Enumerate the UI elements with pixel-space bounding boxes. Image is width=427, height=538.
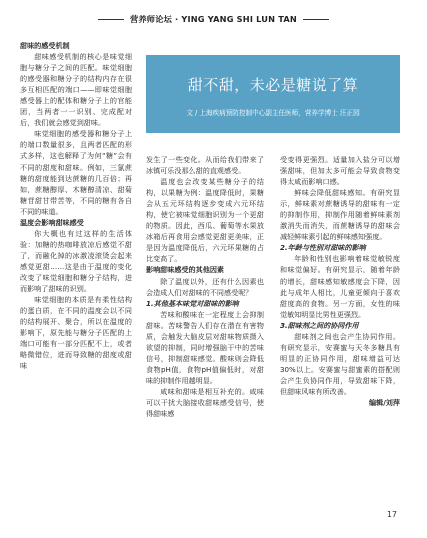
paragraph: 年龄和性别也影响着味觉敏锐度和味觉偏好。有研究显示，随着年龄的增长，甜味感知敏感度会下降，因此与成年人相比，儿童更倾向于喜欢甜度高的食物。另一方面，女性的味觉敏知明显比男性更强烈。 xyxy=(280,254,400,319)
paragraph: 咸味和甜味是相互补充的。咸味可以干扰大脑接收甜味感受信号，使得甜味感 xyxy=(146,386,264,419)
subsection-heading: 3.甜味剂之间的协同作用 xyxy=(280,320,359,330)
paragraph: 温度也会改变某些糖分子的结构，以果糖为例：温度降低时，果糖会从五元环结构逐步变成六元环结构，使它被味觉细胞识别为一个更甜的物质。因此，西瓜、葡萄等水果放冰箱后再食用会感觉更甜更美味，正是因为温度降低后，六元环果糖的占比变高了。 xyxy=(146,177,264,264)
section-heading: 影响甜味感受的其他因素 xyxy=(146,265,225,275)
column-2 xyxy=(146,154,264,419)
paragraph: 甜味感受机制的核心是味觉细胞与糖分子之间的匹配。味觉细胞的感受器和糖分子的结构内存在很多互相匹配的端口——即味觉细胞感受器上的配体和糖分子上的官能团，当两者一一识别、完成配对后，我们就会感觉到甜味。 xyxy=(20,52,132,128)
paragraph: 除了温度以外，还有什么因素也会造成人们对甜味的不同感受呢？ xyxy=(146,276,264,297)
header-rule-right xyxy=(303,19,329,20)
header-rule-left xyxy=(98,19,124,20)
header-text: 营养师论坛 · YING YANG SHI LUN TAN xyxy=(130,14,297,24)
section-heading: 温度会影响甜味感受 xyxy=(20,217,84,227)
subsection-heading: 2.年龄与性别对甜味的影响 xyxy=(280,243,366,253)
paragraph: 味觉细胞的本质是有柔性结构的蛋白质，在不同的温度会以不同的结构展开、聚合，所以在温度的影响下，原先能与糖分子匹配的上端口可能有一部分匹配不上，或者略微错位，进而导致糖的甜度或甜味 xyxy=(20,295,132,371)
paragraph: 你大概也有过这样的生活体验：加糖的热咖啡放凉后感觉不甜了，而融化掉的冰激凌滚烫会起来感觉更甜……这是由于温度的变化改变了味觉细胞和糖分子结构，进而影响了甜味的识别。 xyxy=(20,228,132,294)
subsection-heading: 1.其他基本味觉对甜味的影响 xyxy=(146,298,239,308)
article-author: 文 / 上海疾病预防控制中心副主任医师，营养学博士 汪正园 xyxy=(186,109,360,117)
section-heading: 甜味的感受机制 xyxy=(20,41,70,50)
editor-credit: 编辑/刘萍 xyxy=(369,398,400,408)
article-title: 甜不甜，未必是糖说了算 xyxy=(187,76,359,94)
title-banner xyxy=(146,55,400,133)
paragraph: 味觉细胞的感受器和糖分子上的端口数量很多，且两者匹配的形式多样，这也解释了为何“糖”会有不同的甜度和甜味。例如，三氯蔗糖的甜度能到达蔗糖的几百倍；再如，蔗糖醇厚、木糖醇清凉、甜菊糖苷甜甘带苦等，不同的糖有各自不同的味道。 xyxy=(20,129,132,216)
paragraph: 苦味和酸味在一定程度上会抑制甜味。苦味警告人们存在潜在有害物质，会触发大脑皮层对甜味物质摄入欲望的抑制，同时增强脑干中的苦味信号，抑制甜味感觉。酸味则会降低食物pH值，食物pH值偏低时，对甜味的抑制作用越明显。 xyxy=(146,309,264,385)
running-header xyxy=(0,14,427,32)
page-number: 17 xyxy=(386,510,397,519)
paragraph: 发生了一些变化。从而给我们带来了冰镇可乐没那么甜的直观感受。 xyxy=(146,155,264,176)
paragraph: 受变得更强烈。适量加入盐分可以增强甜味，但加太多可能会导致食物变得太咸而影响口感。 xyxy=(280,155,400,187)
column-1 xyxy=(20,40,132,371)
paragraph: 甜味剂之间也会产生协同作用。有研究显示，安赛蜜与天冬多糖具有明显的正协同作用，甜味增益可达30%以上。安赛蜜与甜蜜素的搭配则会产生负协同作用，导致甜味下降，但甜味风味有所改善。 xyxy=(280,331,400,396)
column-3 xyxy=(280,154,400,408)
paragraph: 鲜味会降低甜味感知。有研究显示，鲜味素对蔗糖诱导的甜味有一定的抑制作用，抑制作用随着鲜味素剂激消失而消失，而蔗糖诱导的甜味会减轻鲜味素引起的鲜味感知强度。 xyxy=(280,188,400,242)
